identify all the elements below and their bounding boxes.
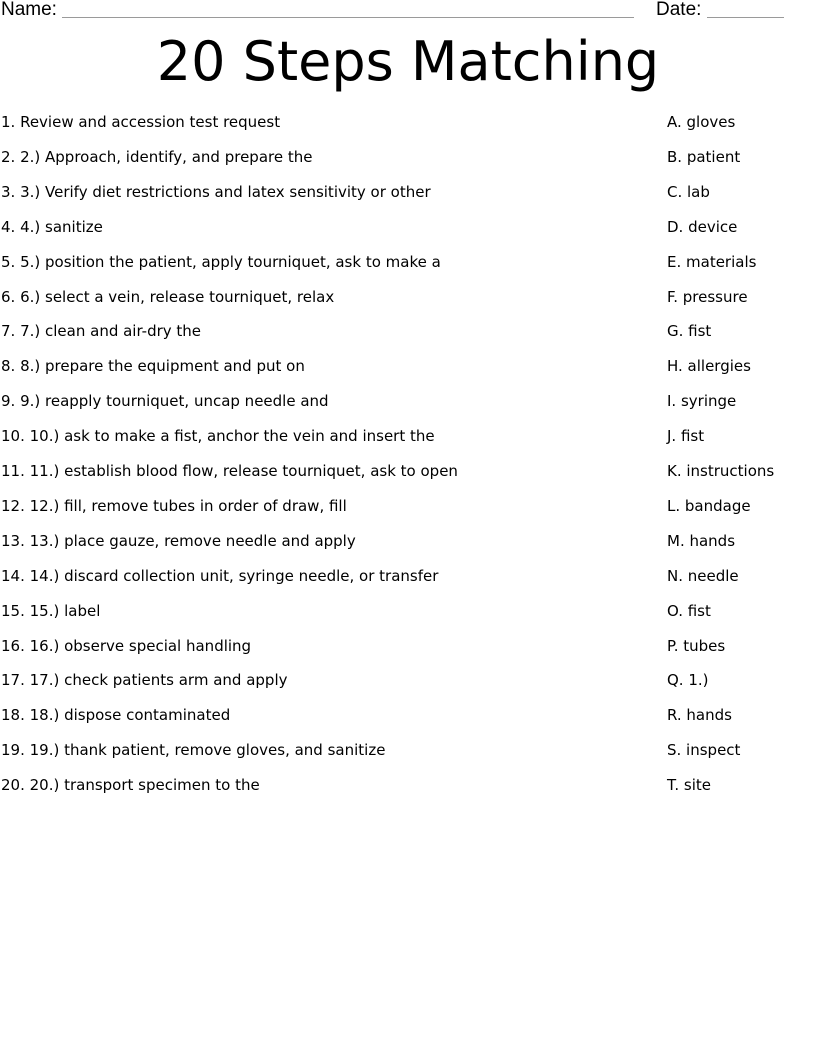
worksheet-header (0, 0, 816, 24)
clue-text: 15. 15.) label (1, 601, 101, 620)
clue-text: 19. 19.) thank patient, remove gloves, and sanitize (1, 741, 386, 760)
list-item (0, 496, 816, 516)
list-item (0, 705, 816, 725)
name-label: Name: (1, 0, 57, 20)
list-item (0, 112, 816, 132)
answer-option: J. fist (667, 427, 705, 446)
clue-text: 13. 13.) place gauze, remove needle and apply (1, 531, 356, 550)
clue-text: 4. 4.) sanitize (1, 217, 103, 236)
answer-option: K. instructions (667, 462, 775, 480)
clue-text: 2. 2.) Approach, identify, and prepare the (1, 147, 313, 166)
list-item (0, 321, 816, 341)
list-item (0, 252, 816, 272)
clue-text: 5. 5.) position the patient, apply tourniquet, ask to make a (1, 252, 441, 271)
answer-option: L. bandage (667, 496, 751, 515)
answer-option: D. device (667, 217, 738, 236)
answer-option: O. fist (667, 601, 711, 620)
clue-text: 9. 9.) reapply tourniquet, uncap needle and (1, 392, 329, 411)
date-label: Date: (656, 0, 702, 20)
list-item (0, 775, 816, 795)
answer-option: I. syringe (667, 392, 737, 411)
clue-text: 3. 3.) Verify diet restrictions and latex sensitivity or other (1, 182, 431, 201)
list-item (0, 356, 816, 376)
answer-option: Q. 1.) (667, 671, 709, 690)
clue-text: 1. Review and accession test request (1, 113, 281, 131)
clue-text: 17. 17.) check patients arm and apply (1, 671, 288, 690)
answer-option: B. patient (667, 147, 741, 166)
list-item (0, 531, 816, 551)
clue-text: 14. 14.) discard collection unit, syringe needle, or transfer (1, 566, 439, 585)
clue-text: 16. 16.) observe special handling (1, 636, 252, 655)
list-item (0, 670, 816, 690)
clue-text: 8. 8.) prepare the equipment and put on (1, 357, 305, 376)
answer-option: A. gloves (667, 113, 736, 131)
answer-option: E. materials (667, 252, 757, 271)
answer-option: R. hands (667, 706, 732, 725)
answer-option: M. hands (667, 531, 736, 550)
date-field[interactable] (707, 17, 784, 18)
list-item (0, 287, 816, 307)
clue-text: 10. 10.) ask to make a fist, anchor the vein and insert the (1, 427, 435, 446)
list-item (0, 391, 816, 411)
clue-text: 6. 6.) select a vein, release tourniquet, relax (1, 287, 335, 306)
answer-option: C. lab (667, 182, 710, 201)
clue-text: 11. 11.) establish blood flow, release tourniquet, ask to open (1, 462, 458, 480)
list-item (0, 740, 816, 760)
clue-text: 12. 12.) fill, remove tubes in order of draw, fill (1, 496, 347, 515)
list-item (0, 147, 816, 167)
list-item (0, 461, 816, 481)
list-item (0, 566, 816, 586)
page-title: 20 Steps Matching (156, 30, 660, 93)
list-item (0, 426, 816, 446)
answer-option: F. pressure (667, 287, 748, 306)
clue-text: 18. 18.) dispose contaminated (1, 706, 231, 725)
name-field[interactable] (62, 17, 634, 18)
list-item (0, 636, 816, 656)
answer-option: N. needle (667, 566, 739, 585)
clue-text: 20. 20.) transport specimen to the (1, 776, 260, 795)
answer-option: S. inspect (667, 741, 741, 760)
answer-option: P. tubes (667, 636, 726, 655)
list-item (0, 217, 816, 237)
answer-option: T. site (667, 776, 712, 795)
answer-option: G. fist (667, 322, 712, 341)
clue-text: 7. 7.) clean and air-dry the (1, 322, 202, 341)
list-item (0, 182, 816, 202)
list-item (0, 601, 816, 621)
answer-option: H. allergies (667, 357, 751, 376)
